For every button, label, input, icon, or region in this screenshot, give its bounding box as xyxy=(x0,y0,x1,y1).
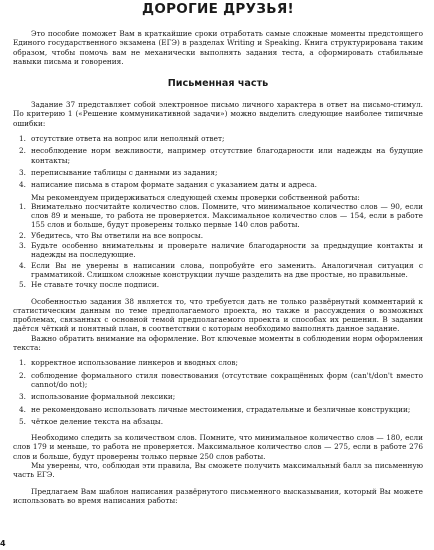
design-rules-list xyxy=(13,358,423,426)
page-title: ДОРОГИЕ ДРУЗЬЯ! xyxy=(142,1,294,17)
list-item: 5. Не ставьте точку после подписи. xyxy=(19,280,160,290)
list-item: 1. корректное использование линкеров и вводных слов; xyxy=(19,358,238,368)
template-intro: Предлагаем Вам шаблон написания развёрнутого письменного высказывания, который Вы можете использовать во время написания работы: xyxy=(13,486,423,505)
list-item: 4. не рекомендовано использовать личные местоимения, страдательные и безличные конструкции; xyxy=(19,404,411,414)
list-item: 2. соблюдение формального стиля повествования (отсутствие сокращённых форм (can't/don't вместо cannot/do not); xyxy=(19,370,423,389)
list-item: 1. Внимательно посчитайте количество слов. Помните, что минимальное количество слов — 90, если слов 89 и меньше, то работа не проверяется. Максимальное количество слов — 154, если в работе 155 слов и больше, будут проверены только первые 140 слов работы. xyxy=(19,201,423,230)
list-item: 3. использование формальной лексики; xyxy=(19,392,176,402)
list-item: 2. Убедитесь, что Вы ответили на все вопросы. xyxy=(19,230,204,240)
page-number: 4 xyxy=(0,539,6,548)
document-page xyxy=(13,0,423,505)
checklist xyxy=(13,202,423,290)
errors-list xyxy=(13,134,423,189)
list-item: 2. несоблюдение норм вежливости, например отсутствие благодарности или надежды на будущие контакты; xyxy=(19,146,423,165)
list-item: 5. чёткое деление текста на абзацы. xyxy=(19,416,164,426)
design-intro: Важно обратить внимание на оформление. Вот ключевые моменты в соблюдении норм оформления текста: xyxy=(13,333,423,353)
word-count-note: Необходимо следить за количеством слов. Помните, что минимальное количество слов — 180, если слов 179 и меньше, то работа не проверяется. Максимальное количество слов — 275, если в работе 276 слов и больше, будут проверены только первые 250 слов работы. xyxy=(13,433,423,461)
list-item: 3. Будьте особенно внимательны и проверьте наличие благодарности за предыдущие контакты и надежды на последующие. xyxy=(19,241,423,260)
list-item: 1. отсутствие ответа на вопрос или неполный ответ; xyxy=(19,134,225,144)
confidence-paragraph: Мы уверены, что, соблюдая эти правила, Вы сможете получить максимальный балл за письменную часть ЕГЭ. xyxy=(13,460,423,480)
task37-intro: Задание 37 представляет собой электронное письмо личного характера в ответ на письмо-стимул. По критерию 1 («Решение коммуникативной задачи») можно выделить следующие наиболее типичные ошибки: xyxy=(13,100,423,128)
task38-intro: Особенностью задания 38 является то, что требуется дать не только развёрнутый комментарий к статистическим данным по теме предполагаемого проекта, но также и рассуждения о возможных проблемах, связанных с основной темой предполагаемого проекта и способах их решения. В задании даётся чёткий и понятный план, в соответствии с которым необходимо выполнять данное задание. xyxy=(13,296,423,334)
list-item: 4. написание письма в старом формате задания с указанием даты и адреса. xyxy=(19,180,317,190)
list-item: 3. переписывание таблицы с данными из задания; xyxy=(19,167,218,177)
list-item: 4. Если Вы не уверены в написании слова, попробуйте его заменить. Аналогичная ситуация с грамматикой. Слишком сложные конструкции лучше разделить на две простые, но правильные. xyxy=(19,260,423,279)
section-title: Письменная часть xyxy=(167,78,269,90)
intro-paragraph: Это пособие поможет Вам в краткайшие сроки отработать самые сложные моменты предстоящего Единого государственного экзамена (ЕГЭ) в разделах Writing и Speaking. Книга структурирована таким образом, чтобы помочь вам не механически выполнять задания теста, а сформировать стабильные навыки письма и говорения. xyxy=(13,29,423,66)
recommend-intro: Мы рекомендуем придерживаться следующей схемы проверки собственной работы: xyxy=(31,192,360,202)
